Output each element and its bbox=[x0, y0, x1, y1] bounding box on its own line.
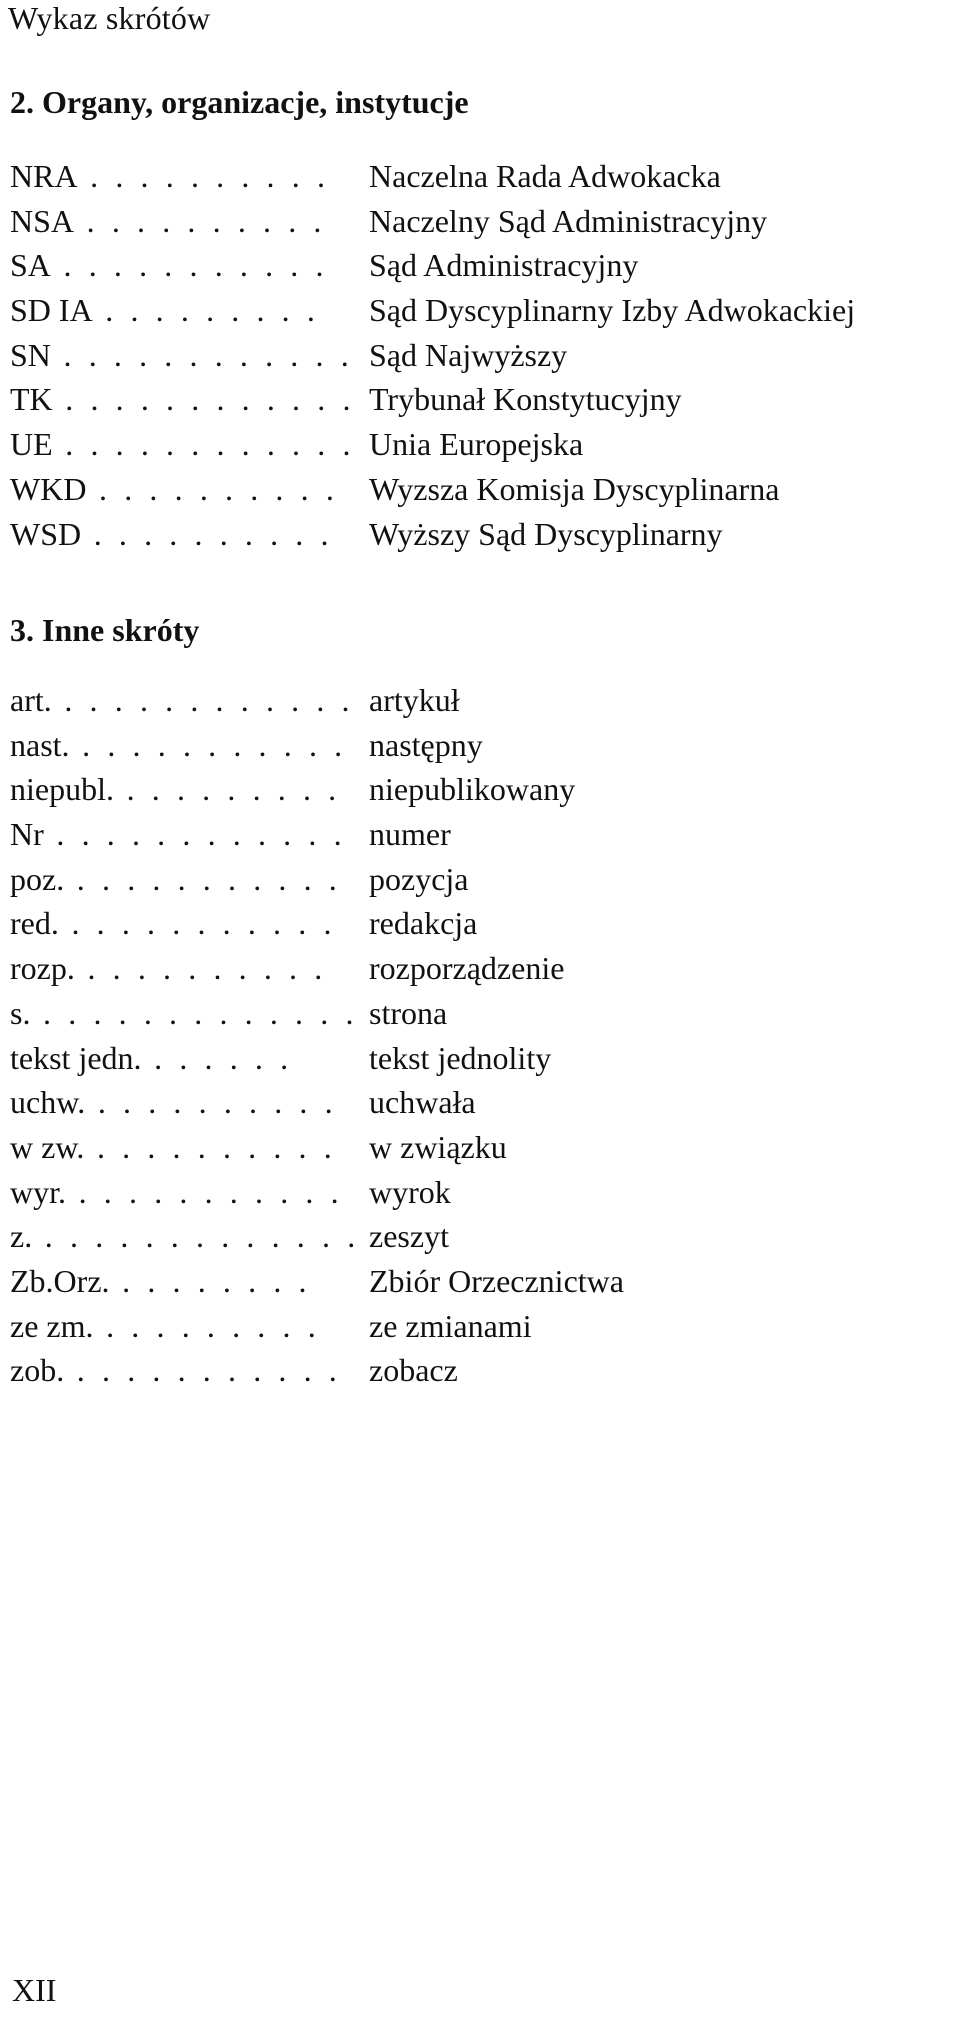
abbreviation-term bbox=[10, 946, 327, 991]
abbreviation-entry bbox=[10, 678, 950, 723]
abbreviation-code: Nr bbox=[10, 816, 44, 853]
abbreviation-code: SD IA bbox=[10, 292, 93, 329]
abbreviation-term bbox=[10, 422, 356, 467]
abbreviation-term bbox=[10, 377, 356, 422]
abbreviation-definition: Sąd Administracyjny bbox=[369, 247, 639, 284]
leader-dots: . . . . . . . . . . . bbox=[64, 1352, 342, 1389]
leader-dots: . . . . . . . . . . . . bbox=[52, 381, 356, 418]
leader-dots: . . . . . . . . . . bbox=[84, 1128, 337, 1165]
abbreviation-entry bbox=[10, 512, 950, 557]
leader-dots: . . . . . . . . . bbox=[92, 292, 320, 329]
abbreviation-term bbox=[10, 1170, 344, 1215]
abbreviation-term bbox=[10, 1080, 338, 1125]
abbreviation-entry bbox=[10, 243, 950, 288]
abbreviation-entry bbox=[10, 857, 950, 902]
abbreviation-entry bbox=[10, 1125, 950, 1170]
abbreviation-code: nast. bbox=[10, 726, 70, 763]
leader-dots: . . . . . . . . . . . bbox=[64, 860, 342, 897]
abbreviation-code: WSD bbox=[10, 515, 82, 552]
abbreviation-definition: Naczelna Rada Adwokacka bbox=[369, 158, 721, 194]
abbreviation-term bbox=[10, 199, 327, 244]
leader-dots: . . . . . . . . . bbox=[93, 1307, 321, 1344]
abbreviation-term bbox=[10, 154, 330, 199]
abbreviation-definition: artykuł bbox=[369, 682, 460, 718]
leader-dots: . . . . . . . . . . bbox=[86, 470, 339, 507]
abbreviation-entry bbox=[10, 1348, 950, 1393]
abbreviation-definition: w związku bbox=[369, 1128, 507, 1165]
abbreviation-definition: Wyższy Sąd Dyscyplinarny bbox=[369, 515, 723, 552]
abbreviation-definition: pozycja bbox=[369, 860, 469, 897]
abbreviation-entry bbox=[10, 1170, 950, 1215]
abbreviation-code: tekst jedn. bbox=[10, 1039, 142, 1076]
leader-dots: . . . . . . . . bbox=[109, 1262, 312, 1299]
abbreviation-entry bbox=[10, 199, 950, 244]
leader-dots: . . . . . . . . . . bbox=[77, 158, 330, 194]
abbreviation-definition: strona bbox=[369, 994, 448, 1031]
page-number: XII bbox=[12, 1972, 57, 2008]
abbreviation-entry bbox=[10, 467, 950, 512]
abbreviation-term bbox=[10, 1125, 337, 1170]
abbreviation-code: UE bbox=[10, 426, 53, 463]
leader-dots: . . . . . . . . . . bbox=[81, 515, 334, 552]
leader-dots: . . . . . . . . . . bbox=[85, 1084, 338, 1121]
abbreviation-code: rozp. bbox=[10, 950, 75, 987]
leader-dots: . . . . . . . . . . . . bbox=[50, 336, 354, 373]
abbreviation-definition: następny bbox=[369, 726, 483, 763]
leader-dots: . . . . . . . . . . bbox=[74, 950, 327, 987]
abbreviation-code: zob. bbox=[10, 1352, 65, 1389]
abbreviation-entry bbox=[10, 377, 950, 422]
abbreviation-term bbox=[10, 243, 329, 288]
abbreviation-entry bbox=[10, 1259, 950, 1304]
leader-dots: . . . . . . . . . . bbox=[74, 202, 327, 239]
abbreviation-entry bbox=[10, 991, 950, 1036]
abbreviation-entry bbox=[10, 422, 950, 467]
abbreviation-term bbox=[10, 333, 354, 378]
abbreviation-entry bbox=[10, 767, 950, 812]
abbreviation-code: SA bbox=[10, 247, 51, 284]
abbreviation-code: red. bbox=[10, 905, 59, 942]
abbreviation-entry bbox=[10, 1036, 950, 1081]
abbreviation-code: uchw. bbox=[10, 1084, 86, 1121]
abbreviation-list-organy bbox=[10, 154, 950, 556]
abbreviation-term bbox=[10, 1259, 320, 1304]
abbreviation-term bbox=[10, 1036, 320, 1081]
abbreviation-code: NSA bbox=[10, 202, 75, 239]
abbreviation-code: WKD bbox=[10, 470, 87, 507]
leader-dots: . . . . . . . . . . . bbox=[50, 247, 329, 284]
abbreviation-entry bbox=[10, 946, 950, 991]
leader-dots: . . . . . . . . . . . . . bbox=[30, 994, 359, 1031]
abbreviation-definition: redakcja bbox=[369, 905, 478, 942]
abbreviation-code: s. bbox=[10, 994, 31, 1031]
abbreviation-code: TK bbox=[10, 381, 53, 418]
abbreviation-code: SN bbox=[10, 336, 51, 373]
leader-dots: . . . . . . . . . . . bbox=[69, 726, 347, 763]
leader-dots: . . . . . . . . . . . . bbox=[52, 426, 356, 463]
abbreviation-code: niepubl. bbox=[10, 771, 114, 808]
abbreviation-definition: ze zmianami bbox=[369, 1307, 532, 1344]
abbreviation-definition: Sąd Dyscyplinarny Izby Adwokackiej bbox=[369, 292, 856, 329]
abbreviation-definition: Wyzsza Komisja Dyscyplinarna bbox=[369, 470, 780, 507]
abbreviation-entry bbox=[10, 333, 950, 378]
abbreviation-entry bbox=[10, 901, 950, 946]
abbreviation-code: Zb.Orz. bbox=[10, 1262, 110, 1299]
abbreviation-term bbox=[10, 1348, 342, 1393]
section-heading-inne-skroty: 3. Inne skróty bbox=[10, 612, 200, 648]
abbreviation-definition: Sąd Najwyższy bbox=[369, 336, 568, 373]
abbreviation-term bbox=[10, 288, 320, 333]
abbreviation-term bbox=[10, 678, 355, 723]
abbreviation-code: art. bbox=[10, 682, 52, 718]
abbreviation-entry bbox=[10, 723, 950, 768]
abbreviation-entry bbox=[10, 812, 950, 857]
abbreviation-term bbox=[10, 512, 334, 557]
abbreviation-term bbox=[10, 767, 341, 812]
leader-dots: . . . . . . . . . . . . bbox=[51, 682, 355, 718]
abbreviation-definition: niepublikowany bbox=[369, 771, 576, 808]
leader-dots: . . . . . . . . . bbox=[113, 771, 341, 808]
abbreviation-term bbox=[10, 723, 347, 768]
abbreviation-entry bbox=[10, 1304, 950, 1349]
abbreviation-definition: rozporządzenie bbox=[369, 950, 565, 987]
section-heading-organy: 2. Organy, organizacje, instytucje bbox=[10, 84, 469, 120]
abbreviation-term bbox=[10, 1304, 320, 1349]
abbreviation-code: NRA bbox=[10, 158, 78, 194]
abbreviation-definition: uchwała bbox=[369, 1084, 476, 1121]
abbreviation-code: z. bbox=[10, 1218, 33, 1255]
leader-dots: . . . . . . bbox=[141, 1039, 293, 1076]
abbreviation-definition: numer bbox=[369, 816, 451, 853]
abbreviation-definition: zobacz bbox=[369, 1352, 458, 1389]
abbreviation-entry bbox=[10, 1080, 950, 1125]
leader-dots: . . . . . . . . . . . bbox=[66, 1173, 344, 1210]
abbreviation-list-inne-skroty bbox=[10, 678, 950, 1393]
abbreviation-code: ze zm. bbox=[10, 1307, 94, 1344]
leader-dots: . . . . . . . . . . . . . bbox=[32, 1218, 360, 1255]
abbreviation-code: poz. bbox=[10, 860, 65, 897]
abbreviation-term bbox=[10, 467, 339, 512]
leader-dots: . . . . . . . . . . . . bbox=[43, 816, 347, 853]
abbreviation-entry bbox=[10, 154, 950, 199]
abbreviation-term bbox=[10, 812, 347, 857]
abbreviation-term bbox=[10, 1214, 360, 1259]
abbreviation-definition: Naczelny Sąd Administracyjny bbox=[369, 202, 768, 239]
abbreviation-code: w zw. bbox=[10, 1128, 85, 1165]
abbreviation-term bbox=[10, 991, 359, 1036]
abbreviation-term bbox=[10, 857, 342, 902]
abbreviation-definition: zeszyt bbox=[369, 1218, 449, 1255]
leader-dots: . . . . . . . . . . . bbox=[58, 905, 337, 942]
abbreviation-entry bbox=[10, 288, 950, 333]
running-head: Wykaz skrótów bbox=[8, 0, 211, 36]
abbreviation-code: wyr. bbox=[10, 1173, 66, 1210]
abbreviation-definition: Unia Europejska bbox=[369, 426, 584, 463]
abbreviation-entry bbox=[10, 1214, 950, 1259]
abbreviation-definition: tekst jednolity bbox=[369, 1039, 552, 1076]
abbreviation-definition: wyrok bbox=[369, 1173, 451, 1210]
abbreviation-term bbox=[10, 901, 337, 946]
abbreviation-definition: Zbiór Orzecznictwa bbox=[369, 1262, 624, 1299]
abbreviation-definition: Trybunał Konstytucyjny bbox=[369, 381, 682, 418]
